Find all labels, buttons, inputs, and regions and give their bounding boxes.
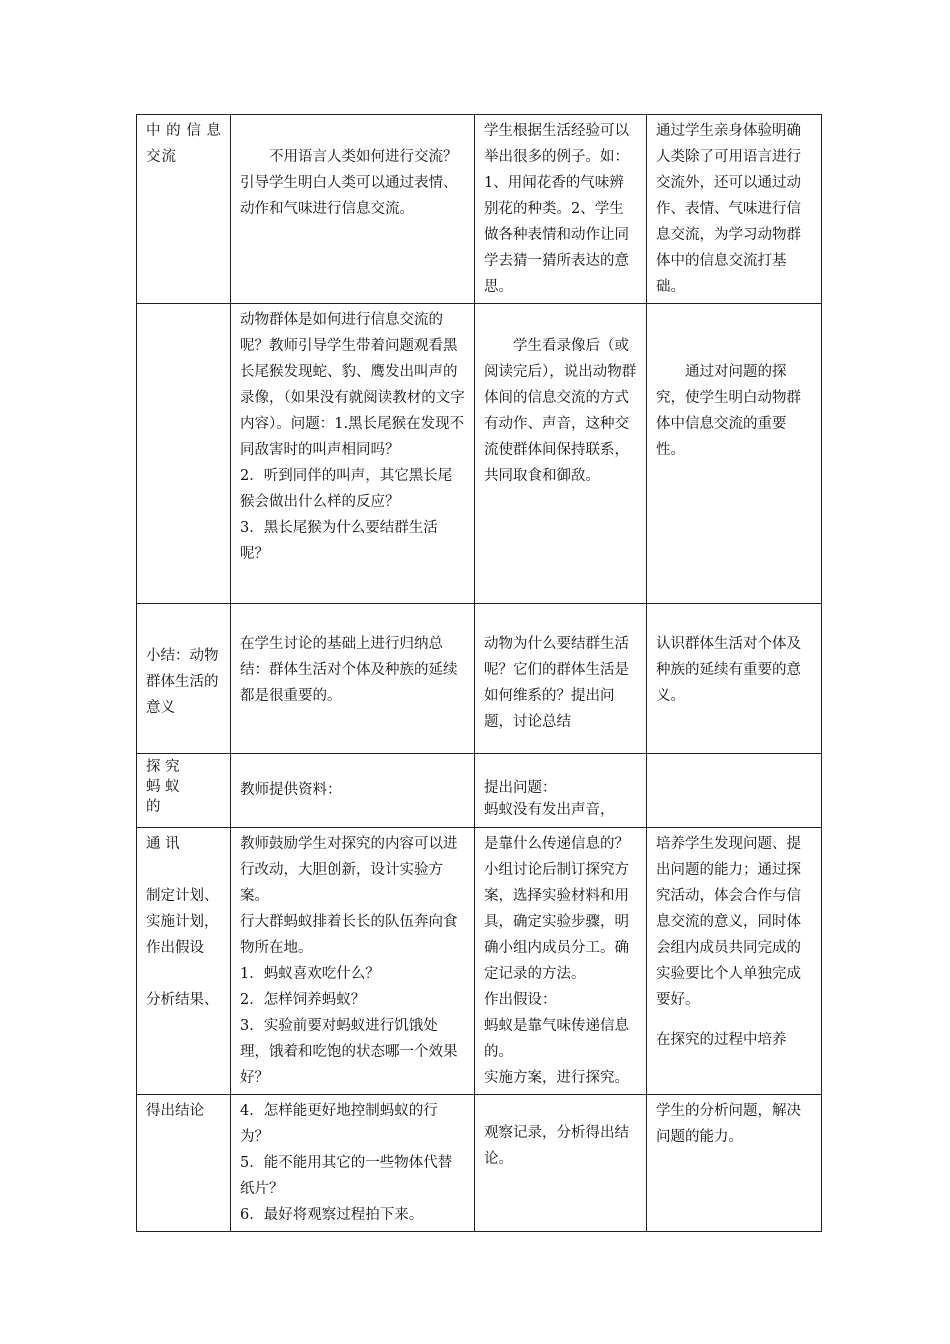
stage-line: 通 讯 bbox=[146, 836, 180, 852]
teacher-question: 3．实验前要对蚂蚁进行饥饿处理，饿着和吃饱的状态哪一个效果好？ bbox=[240, 1018, 458, 1086]
teacher-question: 6．最好将观察过程拍下来。 bbox=[240, 1207, 424, 1223]
student-cell bbox=[475, 604, 647, 754]
teacher-question: 2．怎样饲养蚂蚁？ bbox=[240, 992, 366, 1008]
teacher-question: 1．蚂蚁喜欢吃什么？ bbox=[240, 966, 380, 982]
table-row bbox=[137, 828, 822, 1095]
stage-cell bbox=[137, 604, 231, 754]
teacher-text: 不用语言人类如何进行交流？引导学生明白人类可以通过表情、动作和气味进行信息交流。 bbox=[240, 149, 458, 217]
intent-cell bbox=[647, 304, 822, 604]
stage-cell bbox=[137, 1095, 231, 1232]
teacher-text: 在学生讨论的基础上进行归纳总结：群体生活对个体及种族的延续都是很重要的。 bbox=[240, 636, 458, 704]
intent-text: 培养学生发现问题、提出问题的能力；通过探究活动，体会合作与信息交流的意义，同时体会组内成员共同完成的实验要比个人单独完成要好。 bbox=[656, 836, 801, 1008]
stage-line: 的 bbox=[146, 799, 161, 815]
intent-text: 通过对问题的探究，使学生明白动物群体中信息交流的重要性。 bbox=[656, 364, 801, 458]
student-text: 观察记录，分析得出结论。 bbox=[484, 1125, 629, 1167]
student-text: 学生看录像后（或阅读完后），说出动物群体间的信息交流的方式有动作、声音，这种交流使群体间保持联系，共同取食和御敌。 bbox=[484, 338, 637, 484]
teacher-question: 5．能不能用其它的一些物体代替纸片？ bbox=[240, 1155, 453, 1197]
table-row bbox=[137, 1095, 822, 1232]
teacher-text: 行大群蚂蚁排着长长的队伍奔向食物所在地。 bbox=[240, 914, 458, 956]
student-text: 蚂蚁没有发出声音， bbox=[484, 802, 615, 818]
student-text: 学生根据生活经验可以举出很多的例子。如：1、用闻花香的气味辨别花的种类。2、学生做各种表情和动作让同学去猜一猜所表达的意思。 bbox=[484, 123, 629, 295]
student-text: 提出问题： bbox=[484, 780, 557, 796]
intent-cell bbox=[647, 828, 822, 1095]
student-text: 是靠什么传递信息的？小组讨论后制订探究方案，选择实验材料和用具，确定实验步骤，明确小组内成员分工。确定记录的方法。 bbox=[484, 836, 629, 982]
intent-text: 认识群体生活对个体及种族的延续有重要的意义。 bbox=[656, 636, 801, 704]
teacher-cell bbox=[231, 604, 475, 754]
intent-text: 通过学生亲身体验明确人类除了可用语言进行交流外，还可以通过动作、表情、气味进行信息交流，为学习动物群体中的信息交流打基础。 bbox=[656, 123, 801, 295]
intent-cell bbox=[647, 754, 822, 828]
student-cell bbox=[475, 1095, 647, 1232]
stage-line: 蚂 蚁 bbox=[146, 779, 180, 795]
student-cell bbox=[475, 828, 647, 1095]
student-text: 作出假设： bbox=[484, 992, 557, 1008]
stage-line bbox=[146, 961, 222, 987]
student-cell bbox=[475, 304, 647, 604]
teacher-text: 动物群体是如何进行信息交流的呢？教师引导学生带着问题观看黑长尾猴发现蛇、豹、鹰发出叫声的录像，（如果没有就阅读教材的文字内容）。问题：1.黑长尾猴在发现不同敌害时的叫声相同吗？ bbox=[240, 312, 465, 458]
intent-cell bbox=[647, 1095, 822, 1232]
table-row bbox=[137, 604, 822, 754]
intent-text: 学生的分析问题，解决问题的能力。 bbox=[656, 1103, 801, 1145]
student-cell bbox=[475, 754, 647, 828]
stage-line: 探 究 bbox=[146, 759, 180, 775]
table-row bbox=[137, 115, 822, 304]
teacher-question: 3．黑长尾猴为什么要结群生活呢？ bbox=[240, 520, 438, 562]
stage-cell bbox=[137, 828, 231, 1095]
stage-line: 分析结果、 bbox=[146, 992, 219, 1008]
stage-cell bbox=[137, 115, 231, 304]
stage-cell bbox=[137, 304, 231, 604]
teacher-cell bbox=[231, 754, 475, 828]
stage-line bbox=[146, 857, 222, 883]
student-cell bbox=[475, 115, 647, 304]
student-text: 蚂蚁是靠气味传递信息的。 bbox=[484, 1018, 629, 1060]
stage-text: 得出结论 bbox=[146, 1103, 204, 1119]
stage-text: 中的信息交流 bbox=[146, 123, 222, 165]
student-text: 动物为什么要结群生活呢？它们的群体生活是如何维系的？提出问题，讨论总结 bbox=[484, 636, 629, 730]
table-row bbox=[137, 754, 822, 828]
teacher-cell bbox=[231, 828, 475, 1095]
teacher-text: 教师鼓励学生对探究的内容可以进行改动，大胆创新，设计实验方案。 bbox=[240, 836, 458, 904]
teacher-cell bbox=[231, 115, 475, 304]
teacher-text: 教师提供资料： bbox=[240, 782, 342, 798]
stage-line: 作出假设 bbox=[146, 940, 204, 956]
intent-text: 在探究的过程中培养 bbox=[656, 1032, 787, 1048]
teacher-cell bbox=[231, 1095, 475, 1232]
table-row bbox=[137, 304, 822, 604]
teacher-question: 2．听到同伴的叫声，其它黑长尾猴会做出什么样的反应？ bbox=[240, 468, 453, 510]
intent-cell bbox=[647, 115, 822, 304]
stage-cell bbox=[137, 754, 231, 828]
stage-line: 实施计划， bbox=[146, 914, 219, 930]
intent-cell bbox=[647, 604, 822, 754]
stage-line: 制定计划、 bbox=[146, 888, 219, 904]
lesson-plan-table bbox=[136, 114, 822, 1232]
teacher-question: 4．怎样能更好地控制蚂蚁的行为？ bbox=[240, 1103, 438, 1145]
teacher-cell bbox=[231, 304, 475, 604]
student-text: 实施方案，进行探究。 bbox=[484, 1070, 629, 1086]
stage-text: 小结：动物群体生活的意义 bbox=[146, 648, 219, 716]
